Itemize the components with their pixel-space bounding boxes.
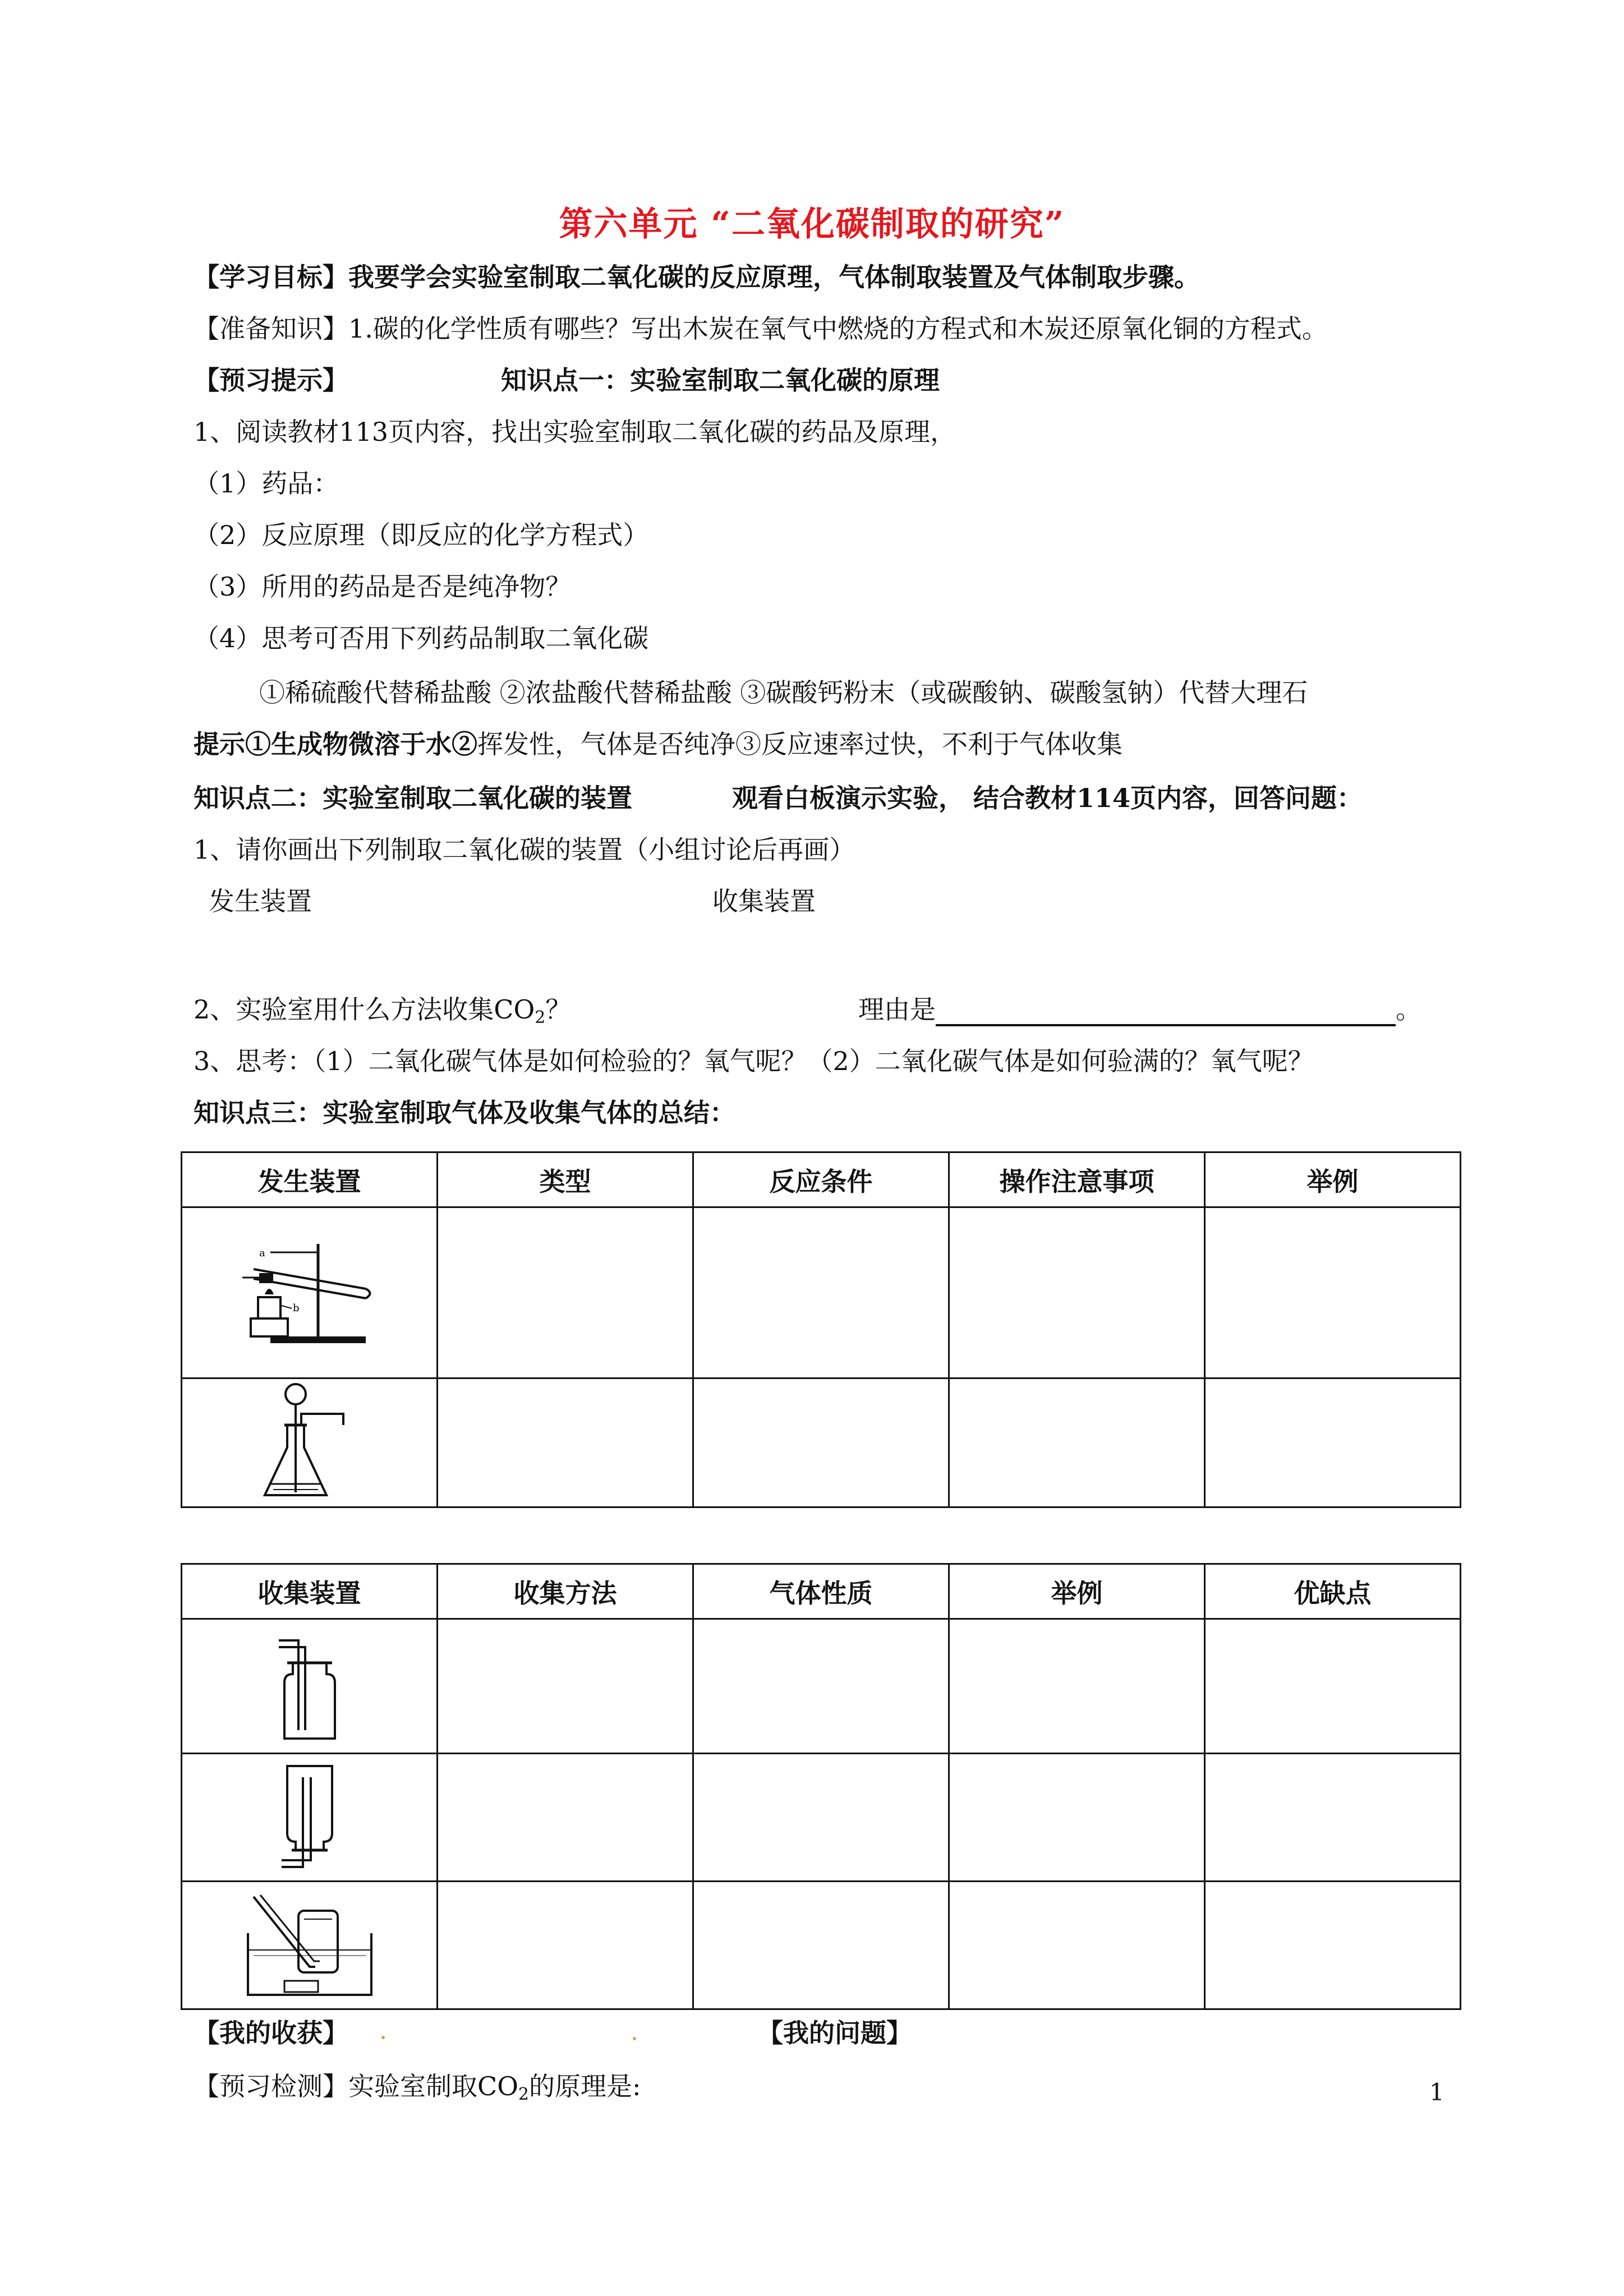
table-cell[interactable] xyxy=(438,1207,693,1378)
table-header-cell: 收集方法 xyxy=(438,1564,693,1619)
table-cell[interactable] xyxy=(438,1619,693,1754)
hint-line xyxy=(194,727,1122,761)
table-cell[interactable] xyxy=(438,1882,693,2009)
apparatus-cell xyxy=(182,1754,438,1882)
table-cell[interactable] xyxy=(1205,1882,1461,2009)
table-cell[interactable] xyxy=(949,1754,1205,1882)
check-sub: 2 xyxy=(518,2085,530,2104)
knowledge-point-1: 知识点一：实验室制取二氧化碳的原理 xyxy=(501,365,940,395)
table-header-cell: 优缺点 xyxy=(1205,1564,1461,1619)
table-row xyxy=(182,1207,1461,1378)
table-cell[interactable] xyxy=(949,1882,1205,2009)
apparatus-cell xyxy=(182,1207,438,1378)
objective-text: 我要学会实验室制取二氧化碳的反应原理，气体制取装置及气体制取步骤。 xyxy=(348,262,1200,292)
collection-table xyxy=(181,1563,1461,2010)
table-cell[interactable] xyxy=(438,1754,693,1882)
apparatus-cell xyxy=(182,1619,438,1754)
kp2-q2-prefix: 2、实验室用什么方法收集CO xyxy=(194,994,535,1025)
table-cell[interactable] xyxy=(693,1619,949,1754)
table-cell[interactable] xyxy=(1205,1378,1461,1507)
hint-bold: 提示①生成物微溶于水② xyxy=(194,729,477,759)
objective-label: 【学习目标】 xyxy=(194,262,348,292)
table-row xyxy=(182,1619,1461,1754)
my-questions-label: 【我的问题】 xyxy=(757,2018,912,2048)
apparatus-cell xyxy=(182,1882,438,2009)
knowledge-point-2: 知识点二：实验室制取二氧化碳的装置 xyxy=(194,783,632,813)
objective-line xyxy=(194,260,1200,294)
svg-text:a: a xyxy=(259,1247,265,1259)
question-1-item-4: （4）思考可否用下列药品制取二氧化碳 xyxy=(194,623,649,653)
table-cell[interactable] xyxy=(1205,1754,1461,1882)
table-header-cell: 发生装置 xyxy=(182,1152,438,1207)
downward-air-displacement-icon xyxy=(276,1760,343,1873)
page-title: 第六单元 “二氧化碳制取的研究” xyxy=(559,205,1065,244)
table-row xyxy=(182,1882,1461,2009)
water-displacement-icon xyxy=(231,1888,388,2000)
svg-text:b: b xyxy=(292,1302,300,1314)
table-header-cell: 反应条件 xyxy=(693,1152,949,1207)
table-header-cell: 收集装置 xyxy=(182,1564,438,1619)
preview-label: 【预习提示】 xyxy=(194,365,348,395)
kp2-question-3: 3、思考：（1）二氧化碳气体是如何检验的？氧气呢？（2）二氧化碳气体是如何验满的？氧气呢？ xyxy=(194,1046,1314,1076)
check-label: 【预习检测】 xyxy=(194,2071,348,2101)
preparation-text: 1.碳的化学性质有哪些？写出木炭在氧气中燃烧的方程式和木炭还原氧化铜的方程式。 xyxy=(348,313,1328,344)
knowledge-point-3: 知识点三：实验室制取气体及收集气体的总结： xyxy=(194,1098,735,1128)
table-cell[interactable] xyxy=(949,1207,1205,1378)
table-cell[interactable] xyxy=(1205,1619,1461,1754)
ink-dot xyxy=(381,2036,385,2039)
kp2-question-2 xyxy=(194,993,571,1035)
table-cell[interactable] xyxy=(949,1378,1205,1507)
table-cell[interactable] xyxy=(693,1207,949,1378)
table-row xyxy=(182,1754,1461,1882)
collection-apparatus-label: 收集装置 xyxy=(712,886,816,916)
table-cell[interactable] xyxy=(949,1619,1205,1754)
question-1-item-2: （2）反应原理（即反应的化学方程式） xyxy=(194,520,649,550)
table-cell[interactable] xyxy=(693,1754,949,1882)
table-header-row xyxy=(182,1564,1461,1619)
table-cell[interactable] xyxy=(693,1378,949,1507)
preparation-label: 【准备知识】 xyxy=(194,313,348,344)
heating-test-tube-apparatus-icon xyxy=(226,1227,394,1356)
ink-dot xyxy=(633,2037,636,2040)
table-cell[interactable] xyxy=(693,1882,949,2009)
table-cell[interactable] xyxy=(438,1378,693,1507)
table-row xyxy=(182,1378,1461,1507)
page-number: 1 xyxy=(1429,2078,1444,2106)
table-cell[interactable] xyxy=(1205,1207,1461,1378)
kp2-q2-suffix: ？ xyxy=(545,994,572,1025)
check-suffix: 的原理是: xyxy=(529,2071,641,2101)
apparatus-cell xyxy=(182,1378,438,1507)
generation-apparatus-label: 发生装置 xyxy=(209,886,312,916)
reason-blank[interactable] xyxy=(936,996,1396,1026)
check-prefix: 实验室制取CO xyxy=(348,2071,518,2101)
reason-line xyxy=(858,993,1421,1026)
knowledge-point-2-extra: 观看白板演示实验， 结合教材114页内容，回答问题： xyxy=(732,783,1363,813)
conical-flask-funnel-icon xyxy=(254,1380,366,1504)
upward-air-displacement-icon xyxy=(276,1629,343,1741)
table-header-cell: 举例 xyxy=(949,1564,1205,1619)
generation-table xyxy=(181,1151,1461,1508)
table-header-cell: 操作注意事项 xyxy=(949,1152,1205,1207)
question-1-item-3: （3）所用的药品是否是纯净物？ xyxy=(194,571,572,602)
my-gains-label: 【我的收获】 xyxy=(194,2018,348,2048)
question-1-item-1: （1）药品： xyxy=(194,468,339,499)
hint-text: 挥发性，气体是否纯净③反应速率过快，不利于气体收集 xyxy=(477,729,1122,759)
reason-end: 。 xyxy=(1396,994,1421,1025)
table-header-cell: 气体性质 xyxy=(693,1564,949,1619)
substitutes-line: ①稀硫酸代替稀盐酸 ②浓盐酸代替稀盐酸 ③碳酸钙粉末（或碳酸钠、碳酸氢钠）代替大理石 xyxy=(259,677,1308,708)
table-header-cell: 举例 xyxy=(1205,1152,1461,1207)
reason-label: 理由是 xyxy=(858,994,936,1025)
preview-check-line xyxy=(194,2069,641,2111)
kp2-question-1: 1、请你画出下列制取二氧化碳的装置（小组讨论后再画） xyxy=(194,835,855,865)
kp2-q2-sub: 2 xyxy=(535,1008,546,1027)
question-1: 1、阅读教材113页内容，找出实验室制取二氧化碳的药品及原理， xyxy=(194,417,956,447)
preparation-line xyxy=(194,312,1328,345)
table-header-cell: 类型 xyxy=(438,1152,693,1207)
table-header-row xyxy=(182,1152,1461,1207)
